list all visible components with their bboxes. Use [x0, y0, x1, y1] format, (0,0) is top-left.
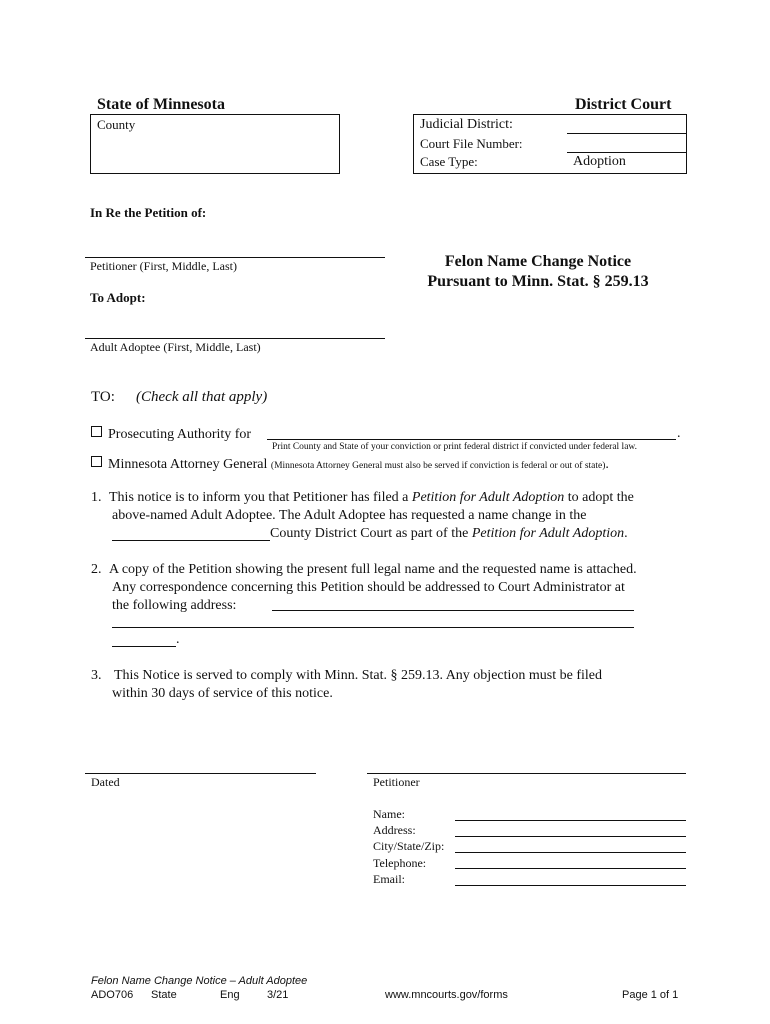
form-title-line1: Felon Name Change Notice: [444, 253, 632, 270]
dated-line[interactable]: [85, 773, 316, 774]
para3-line1: This Notice is served to comply with Minn. Stat. § 259.13. Any objection must be filed: [114, 668, 603, 683]
para3-line2: within 30 days of service of this notice.: [112, 686, 333, 701]
petitioner-signature-line[interactable]: [367, 773, 686, 774]
court-label: District Court: [575, 96, 672, 113]
email-line[interactable]: [455, 885, 686, 886]
option1-end: .: [677, 426, 681, 441]
address-line-2[interactable]: [112, 627, 634, 628]
footer-form-date: 3/21: [267, 989, 289, 1001]
address-line-3[interactable]: [112, 646, 176, 647]
dated-label: Dated: [91, 775, 120, 789]
para2-end: .: [176, 632, 180, 647]
address-label: Address:: [373, 823, 416, 837]
option2-label: Minnesota Attorney General: [108, 457, 268, 472]
para3-num: 3.: [91, 668, 102, 683]
prosecuting-checkbox[interactable]: [91, 426, 102, 437]
county-label: County: [97, 117, 136, 132]
footer-form-lang: Eng: [220, 989, 240, 1001]
court-file-line[interactable]: [567, 152, 687, 153]
district-court-county-line[interactable]: [112, 540, 270, 541]
para1-line1: [109, 490, 634, 506]
footer-form-state: State: [151, 989, 177, 1001]
address-line-1[interactable]: [272, 610, 634, 611]
option-prosecuting[interactable]: [91, 426, 251, 443]
form-title-line2: Pursuant to Minn. Stat. § 259.13: [427, 273, 649, 290]
prosecuting-authority-line[interactable]: [267, 439, 676, 440]
court-file-label: Court File Number:: [420, 136, 523, 151]
para2-line2: Any correspondence concerning this Petition should be addressed to Court Administrator at: [112, 580, 625, 595]
judicial-district-line[interactable]: [567, 133, 687, 134]
option1-label: Prosecuting Authority for: [108, 427, 252, 442]
para1-line1-text: This notice is to inform you that Petitioner has filed a: [109, 490, 412, 505]
option-attorney-general[interactable]: [91, 456, 609, 473]
para2-line3: the following address:: [112, 598, 237, 613]
address-line[interactable]: [455, 836, 686, 837]
name-label: Name:: [373, 807, 405, 821]
email-label: Email:: [373, 872, 405, 886]
petitioner-name-line[interactable]: [85, 257, 385, 258]
county-box[interactable]: [90, 114, 340, 174]
adoptee-label: Adult Adoptee (First, Middle, Last): [90, 340, 261, 354]
city-line[interactable]: [455, 852, 686, 853]
footer-form-title: Felon Name Change Notice – Adult Adoptee: [91, 975, 308, 987]
para1-line3: [270, 526, 628, 542]
telephone-line[interactable]: [455, 868, 686, 869]
para1-line3-end: .: [624, 526, 628, 541]
judicial-district-label: Judicial District:: [420, 117, 513, 132]
name-line[interactable]: [455, 820, 686, 821]
telephone-label: Telephone:: [373, 856, 427, 870]
adoptee-name-line[interactable]: [85, 338, 385, 339]
check-note: (Check all that apply): [136, 389, 268, 405]
option2-hint: (Minnesota Attorney General must also be served if conviction is federal or out of state): [270, 461, 606, 471]
case-type-value: Adoption: [573, 154, 626, 169]
para1-line2: above-named Adult Adoptee. The Adult Adoptee has requested a name change in the: [112, 508, 587, 523]
para1-line3-italic: Petition for Adult Adoption: [471, 526, 625, 541]
state-label: State of Minnesota: [97, 96, 225, 113]
footer-page-number: Page 1 of 1: [622, 989, 679, 1001]
footer-form-code: ADO706: [91, 989, 134, 1001]
para2-line1: A copy of the Petition showing the present full legal name and the requested name is attached.: [109, 562, 637, 577]
option2-end: .: [605, 457, 609, 472]
petitioner-label: Petitioner (First, Middle, Last): [90, 259, 237, 273]
para1-num: 1.: [91, 490, 102, 505]
city-label: City/State/Zip:: [373, 839, 445, 853]
case-type-label: Case Type:: [420, 154, 478, 169]
para1-line3-text: County District Court as part of the: [270, 526, 472, 541]
para1-line1-italic: Petition for Adult Adoption: [411, 490, 565, 505]
attorney-general-checkbox[interactable]: [91, 456, 102, 467]
petitioner-signature-label: Petitioner: [373, 775, 420, 789]
para1-line1-end: to adopt the: [564, 490, 634, 505]
case-info-box: [413, 114, 687, 174]
in-re-label: In Re the Petition of:: [90, 205, 207, 220]
to-label: TO:: [91, 389, 115, 405]
to-adopt-label: To Adopt:: [90, 290, 146, 305]
option1-hint: Print County and State of your conviction or print federal district if convicted under federal law.: [272, 442, 638, 452]
para2-num: 2.: [91, 562, 102, 577]
footer-website[interactable]: www.mncourts.gov/forms: [385, 989, 508, 1001]
